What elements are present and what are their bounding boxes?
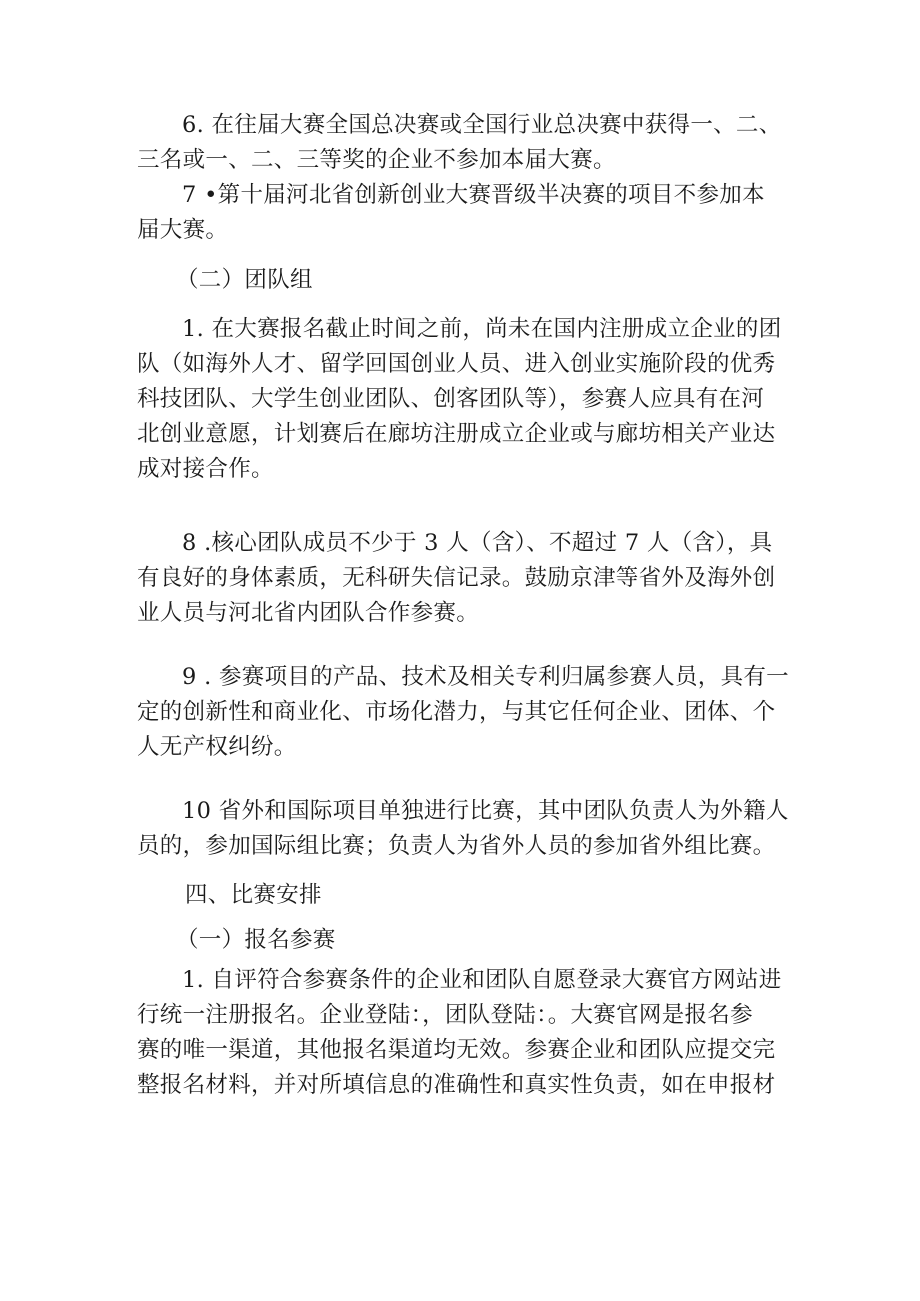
paragraph-registration-item-1	[137, 963, 797, 1103]
text-line: 10 省外和国际项目单独进行比赛，其中团队负责人为外籍人	[182, 798, 789, 824]
section-heading-registration	[176, 923, 336, 958]
paragraph-team-item-1	[137, 312, 797, 487]
text-line: 北创业意愿，计划赛后在廊坊注册成立企业或与廊坊相关产业达	[137, 421, 776, 447]
paragraph-item-7	[137, 178, 797, 248]
text-line: 届大赛。	[137, 217, 229, 243]
text-line: 行统一注册报名。企业登陆：，团队登陆：。大赛官网是报名参	[137, 1002, 753, 1028]
text-line: 1. 自评符合参赛条件的企业和团队自愿登录大赛官方网站进	[182, 967, 782, 993]
text-line: 1. 在大赛报名截止时间之前，尚未在国内注册成立企业的团	[182, 316, 782, 342]
text-line: 有良好的身体素质，无科研失信记录。鼓励京津等省外及海外创	[137, 565, 776, 591]
text-line: 6. 在往届大赛全国总决赛或全国行业总决赛中获得一、二、	[182, 112, 782, 138]
text-line: 三名或一、二、三等奖的企业不参加本届大赛。	[137, 147, 616, 173]
paragraph-team-item-9	[137, 660, 797, 765]
text-line: 人无产权纠纷。	[137, 734, 297, 760]
paragraph-team-item-8	[137, 526, 797, 631]
text-line: 赛的唯一渠道，其他报名渠道均无效。参赛企业和团队应提交完	[137, 1037, 776, 1063]
text-line: 成对接合作。	[137, 456, 274, 482]
text-line: 定的创新性和商业化、市场化潜力，与其它任何企业、团体、个	[137, 699, 776, 725]
heading-text: （一）报名参赛	[176, 927, 336, 953]
text-line: 业人员与河北省内团队合作参赛。	[137, 600, 480, 626]
section-heading-team-group	[176, 263, 313, 298]
paragraph-team-item-10	[137, 794, 797, 864]
section-heading-competition-schedule	[185, 878, 322, 913]
text-line: 员的，参加国际组比赛；负责人为省外人员的参加省外组比赛。	[137, 833, 776, 859]
text-line: 8 .核心团队成员不少于 3 人（含）、不超过 7 人（含），具	[182, 530, 773, 556]
text-line: 队（如海外人才、留学回国创业人员、进入创业实施阶段的优秀	[137, 351, 776, 377]
text-line: 9 . 参赛项目的产品、技术及相关专利归属参赛人员，具有一	[182, 664, 789, 690]
text-line: 整报名材料，并对所填信息的准确性和真实性负责，如在申报材	[137, 1072, 776, 1098]
heading-text: （二）团队组	[176, 267, 313, 293]
text-line: 7 •第十届河北省创新创业大赛晋级半决赛的项目不参加本	[182, 182, 765, 208]
heading-text: 四、比赛安排	[185, 882, 322, 908]
text-line: 科技团队、大学生创业团队、创客团队等），参赛人应具有在河	[137, 386, 765, 412]
paragraph-item-6	[137, 108, 797, 178]
